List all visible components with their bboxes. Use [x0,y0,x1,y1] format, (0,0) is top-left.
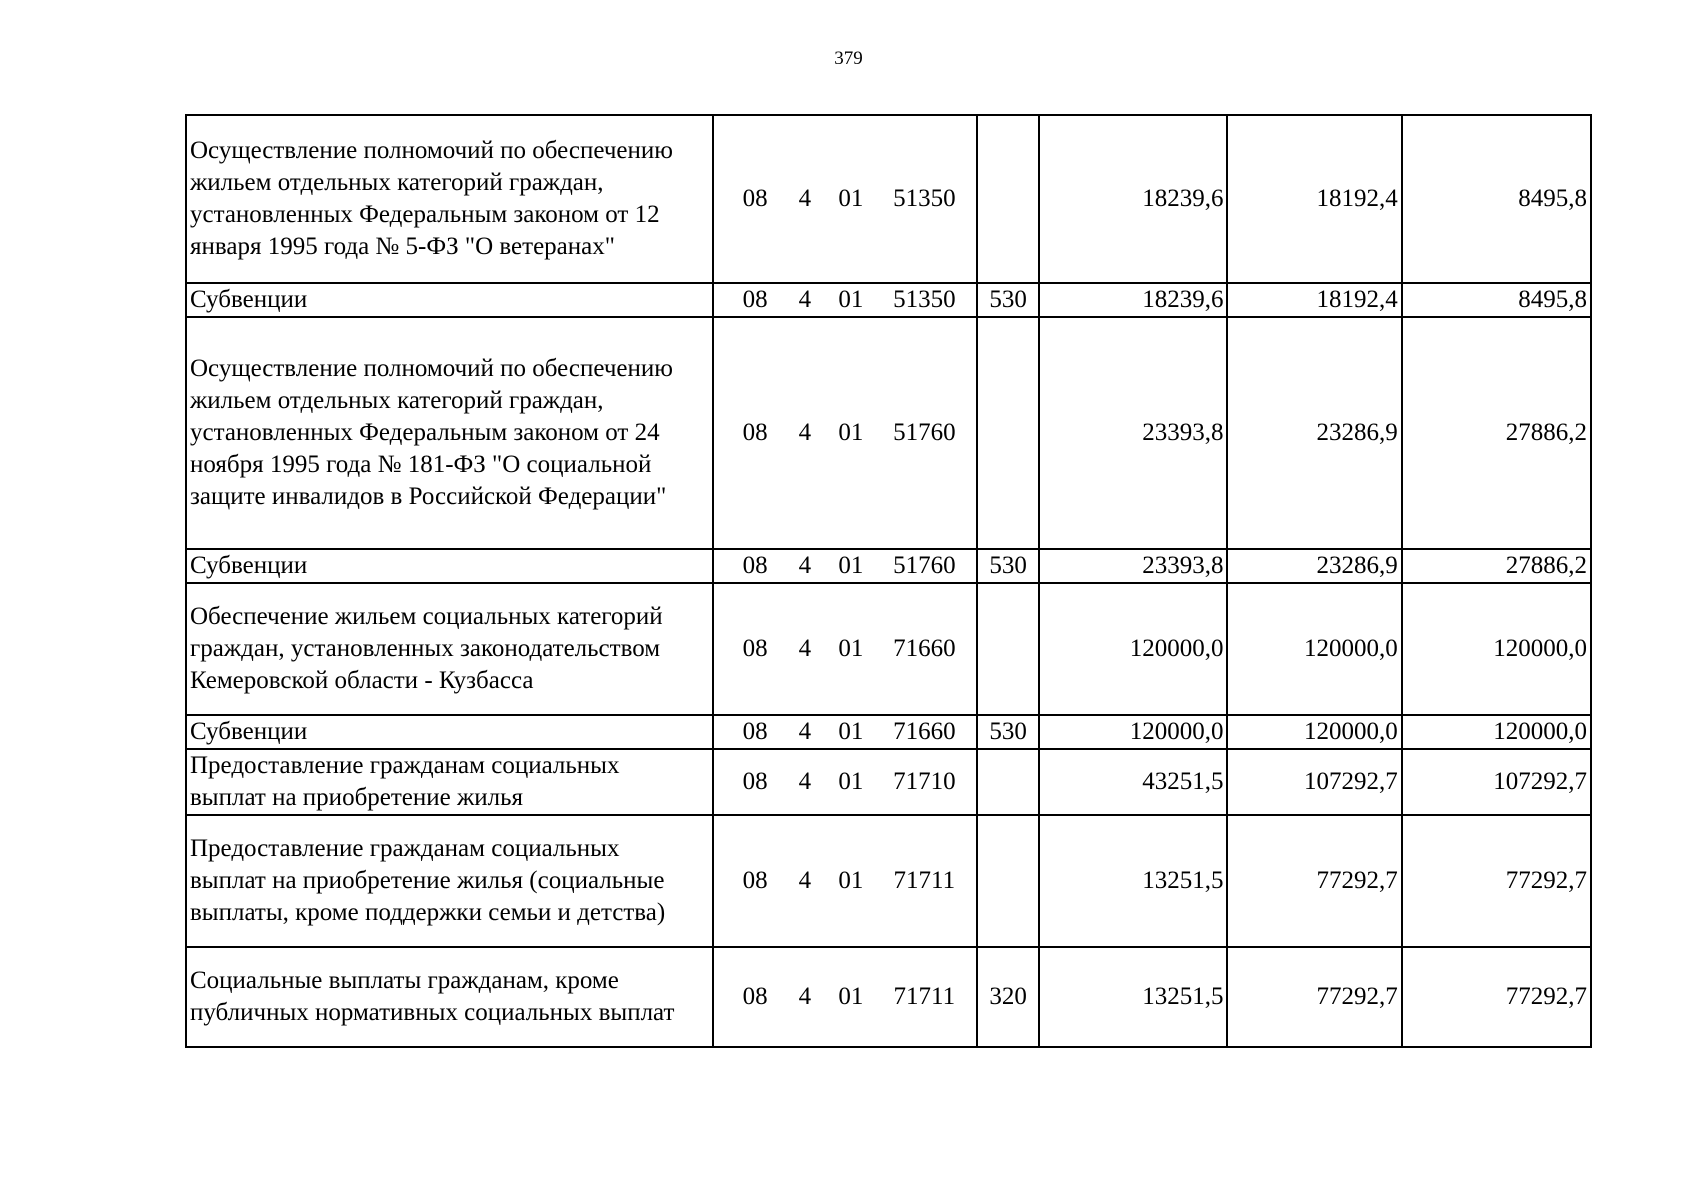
expense-type-code [977,815,1039,947]
description-line: ноября 1995 года № 181-ФЗ "О социальной [190,451,652,478]
target-item-code: 71660 [893,635,956,662]
table-row [186,583,1591,715]
row-description [186,815,713,947]
target-item-code: 51350 [893,185,956,212]
description-line: Субвенции [190,718,308,745]
description-line: выплат на приобретение жилья [190,784,524,811]
target-item-code: 71710 [893,768,956,795]
description-line: Предоставление гражданам социальных [190,752,620,779]
target-item-code: 51760 [893,419,956,446]
expense-type-code: 530 [977,715,1039,749]
row-description [186,115,713,283]
amount-year-3: 120000,0 [1402,715,1591,749]
amount-year-1: 18239,6 [1039,283,1227,317]
expense-type-code [977,749,1039,815]
section-code: 08 [742,635,768,662]
amount-year-1: 13251,5 [1039,815,1227,947]
classification-codes [713,317,977,549]
description-line: Осуществление полномочий по обеспечению [190,137,673,164]
subprogram-code: 01 [838,867,864,894]
subprogram-code: 01 [838,286,864,313]
row-description [186,749,713,815]
description-line: жильем отдельных категорий граждан, [190,169,604,196]
description-line: января 1995 года № 5-ФЗ "О ветеранах" [190,233,615,260]
target-item-code: 71711 [893,983,956,1010]
amount-year-2: 120000,0 [1227,583,1401,715]
description-line: публичных нормативных социальных выплат [190,999,675,1026]
expense-type-code [977,317,1039,549]
amount-year-1: 18239,6 [1039,115,1227,283]
amount-year-3: 27886,2 [1402,317,1591,549]
amount-year-2: 23286,9 [1227,549,1401,583]
description-line: установленных Федеральным законом от 24 [190,419,660,446]
description-line: Осуществление полномочий по обеспечению [190,355,673,382]
section-code: 08 [742,552,768,579]
classification-codes [713,115,977,283]
description-line: жильем отдельных категорий граждан, [190,387,604,414]
classification-codes [713,749,977,815]
amount-year-3: 120000,0 [1402,583,1591,715]
expense-type-code [977,115,1039,283]
description-line: Субвенции [190,286,308,313]
amount-year-1: 43251,5 [1039,749,1227,815]
program-code: 4 [798,718,812,745]
subprogram-code: 01 [838,185,864,212]
table-row [186,749,1591,815]
subprogram-code: 01 [838,419,864,446]
amount-year-1: 120000,0 [1039,583,1227,715]
amount-year-3: 8495,8 [1402,115,1591,283]
amount-year-2: 23286,9 [1227,317,1401,549]
section-code: 08 [742,768,768,795]
description-line: выплат на приобретение жилья (социальные [190,867,665,894]
row-description [186,947,713,1047]
table-row [186,115,1591,283]
amount-year-1: 13251,5 [1039,947,1227,1047]
amount-year-2: 107292,7 [1227,749,1401,815]
row-description [186,583,713,715]
section-code: 08 [742,286,768,313]
amount-year-2: 77292,7 [1227,815,1401,947]
amount-year-1: 120000,0 [1039,715,1227,749]
row-description [186,715,713,749]
program-code: 4 [798,286,812,313]
section-code: 08 [742,419,768,446]
subprogram-code: 01 [838,635,864,662]
target-item-code: 71660 [893,718,956,745]
classification-codes [713,583,977,715]
section-code: 08 [742,718,768,745]
classification-codes [713,549,977,583]
description-line: Обеспечение жильем социальных категорий [190,603,663,630]
subprogram-code: 01 [838,983,864,1010]
program-code: 4 [798,185,812,212]
description-line: Субвенции [190,552,308,579]
page-number: 379 [834,48,863,69]
table-row [186,283,1591,317]
amount-year-3: 77292,7 [1402,947,1591,1047]
description-line: Предоставление гражданам социальных [190,835,620,862]
section-code: 08 [742,867,768,894]
budget-table [185,114,1592,1048]
amount-year-2: 120000,0 [1227,715,1401,749]
expense-type-code [977,583,1039,715]
section-code: 08 [742,983,768,1010]
program-code: 4 [798,552,812,579]
amount-year-1: 23393,8 [1039,317,1227,549]
description-line: установленных Федеральным законом от 12 [190,201,660,228]
expense-type-code: 320 [977,947,1039,1047]
row-description [186,549,713,583]
amount-year-3: 107292,7 [1402,749,1591,815]
classification-codes [713,815,977,947]
table-row [186,317,1591,549]
table-row [186,815,1591,947]
program-code: 4 [798,768,812,795]
row-description [186,317,713,549]
amount-year-2: 77292,7 [1227,947,1401,1047]
classification-codes [713,947,977,1047]
subprogram-code: 01 [838,768,864,795]
program-code: 4 [798,983,812,1010]
amount-year-1: 23393,8 [1039,549,1227,583]
description-line: Кемеровской области - Кузбасса [190,667,534,694]
description-line: защите инвалидов в Российской Федерации" [190,483,667,510]
table-row [186,947,1591,1047]
target-item-code: 51760 [893,552,956,579]
table-row [186,715,1591,749]
section-code: 08 [742,185,768,212]
table-row [186,549,1591,583]
description-line: Социальные выплаты гражданам, кроме [190,967,619,994]
classification-codes [713,283,977,317]
classification-codes [713,715,977,749]
target-item-code: 51350 [893,286,956,313]
amount-year-3: 27886,2 [1402,549,1591,583]
amount-year-3: 8495,8 [1402,283,1591,317]
program-code: 4 [798,635,812,662]
program-code: 4 [798,867,812,894]
expense-type-code: 530 [977,283,1039,317]
subprogram-code: 01 [838,718,864,745]
row-description [186,283,713,317]
amount-year-2: 18192,4 [1227,115,1401,283]
program-code: 4 [798,419,812,446]
expense-type-code: 530 [977,549,1039,583]
amount-year-3: 77292,7 [1402,815,1591,947]
amount-year-2: 18192,4 [1227,283,1401,317]
target-item-code: 71711 [893,867,956,894]
subprogram-code: 01 [838,552,864,579]
description-line: выплаты, кроме поддержки семьи и детства) [190,899,666,926]
description-line: граждан, установленных законодательством [190,635,661,662]
